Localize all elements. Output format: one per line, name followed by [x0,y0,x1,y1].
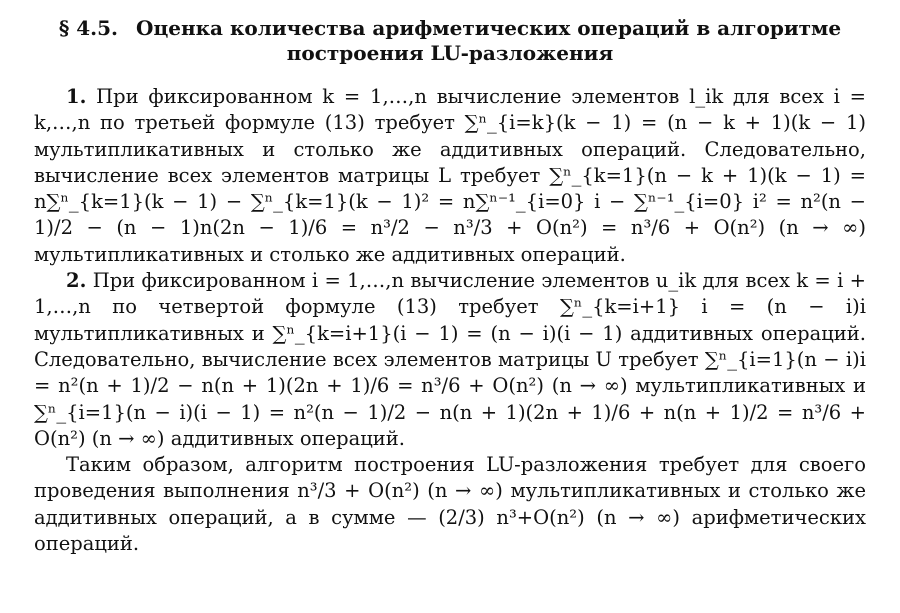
paragraph-2-text: При фиксированном i = 1,…,n вычисление элементов u_ik для всех k = i + 1,…,n по четвертой формуле (13) требует ∑ⁿ_{k=i+1} i = (n − i)i мультипликативных и ∑ⁿ_{k=i+1}(i − 1) = (n − i)(i − 1) аддитивных операций. Следовательно, вычисление всех элементов матрицы U требует ∑ⁿ_{i=1}(n − i)i = n²(n + 1)/2 − n(n + 1)(2n + 1)/6 = n³/6 + O(n²) (n → ∞) мультипликативных и ∑ⁿ_{i=1}(n − i)(i − 1) = n²(n − 1)/2 − n(n + 1)(2n + 1)/6 + n(n + 1)/2 = n³/6 + O(n²) (n → ∞) аддитивных операций. [34,269,866,450]
paragraph-3 [34,452,866,557]
section-heading-line1 [34,16,866,41]
paragraph-1-text: При фиксированном k = 1,…,n вычисление элементов l_ik для всех i = k,…,n по третьей формуле (13) требует ∑ⁿ_{i=k}(k − 1) = (n − k + 1)(k − 1) мультипликативных и столько же аддитивных операций. Следовательно, вычисление всех элементов матрицы L требует ∑ⁿ_{k=1}(n − k + 1)(k − 1) = n∑ⁿ_{k=1}(k − 1) − ∑ⁿ_{k=1}(k − 1)² = n∑ⁿ⁻¹_{i=0} i − ∑ⁿ⁻¹_{i=0} i² = n²(n − 1)/2 − (n − 1)n(2n − 1)/6 = n³/2 − n³/3 + O(n²) = n³/6 + O(n²) (n → ∞) мультипликативных и столько же аддитивных операций. [34,85,866,266]
paragraph-1-number: 1. [66,85,87,108]
section-number: § 4.5. [58,16,119,40]
paragraph-3-text: Таким образом, алгоритм построения LU-разложения требует для своего проведения выполнения n³/3 + O(n²) (n → ∞) мультипликативных и столько же аддитивных операций, а в сумме — (2/3) n³+O(n²) (n → ∞) арифметических операций. [34,453,866,556]
paragraph-2-number: 2. [66,269,87,293]
paragraph-2 [34,268,866,452]
paragraph-1 [34,84,866,268]
section-title-line2: построения LU-разложения [286,41,614,65]
section-title-line1: Оценка количества арифметических операций в алгоритме [136,16,842,40]
section-heading [34,16,866,66]
